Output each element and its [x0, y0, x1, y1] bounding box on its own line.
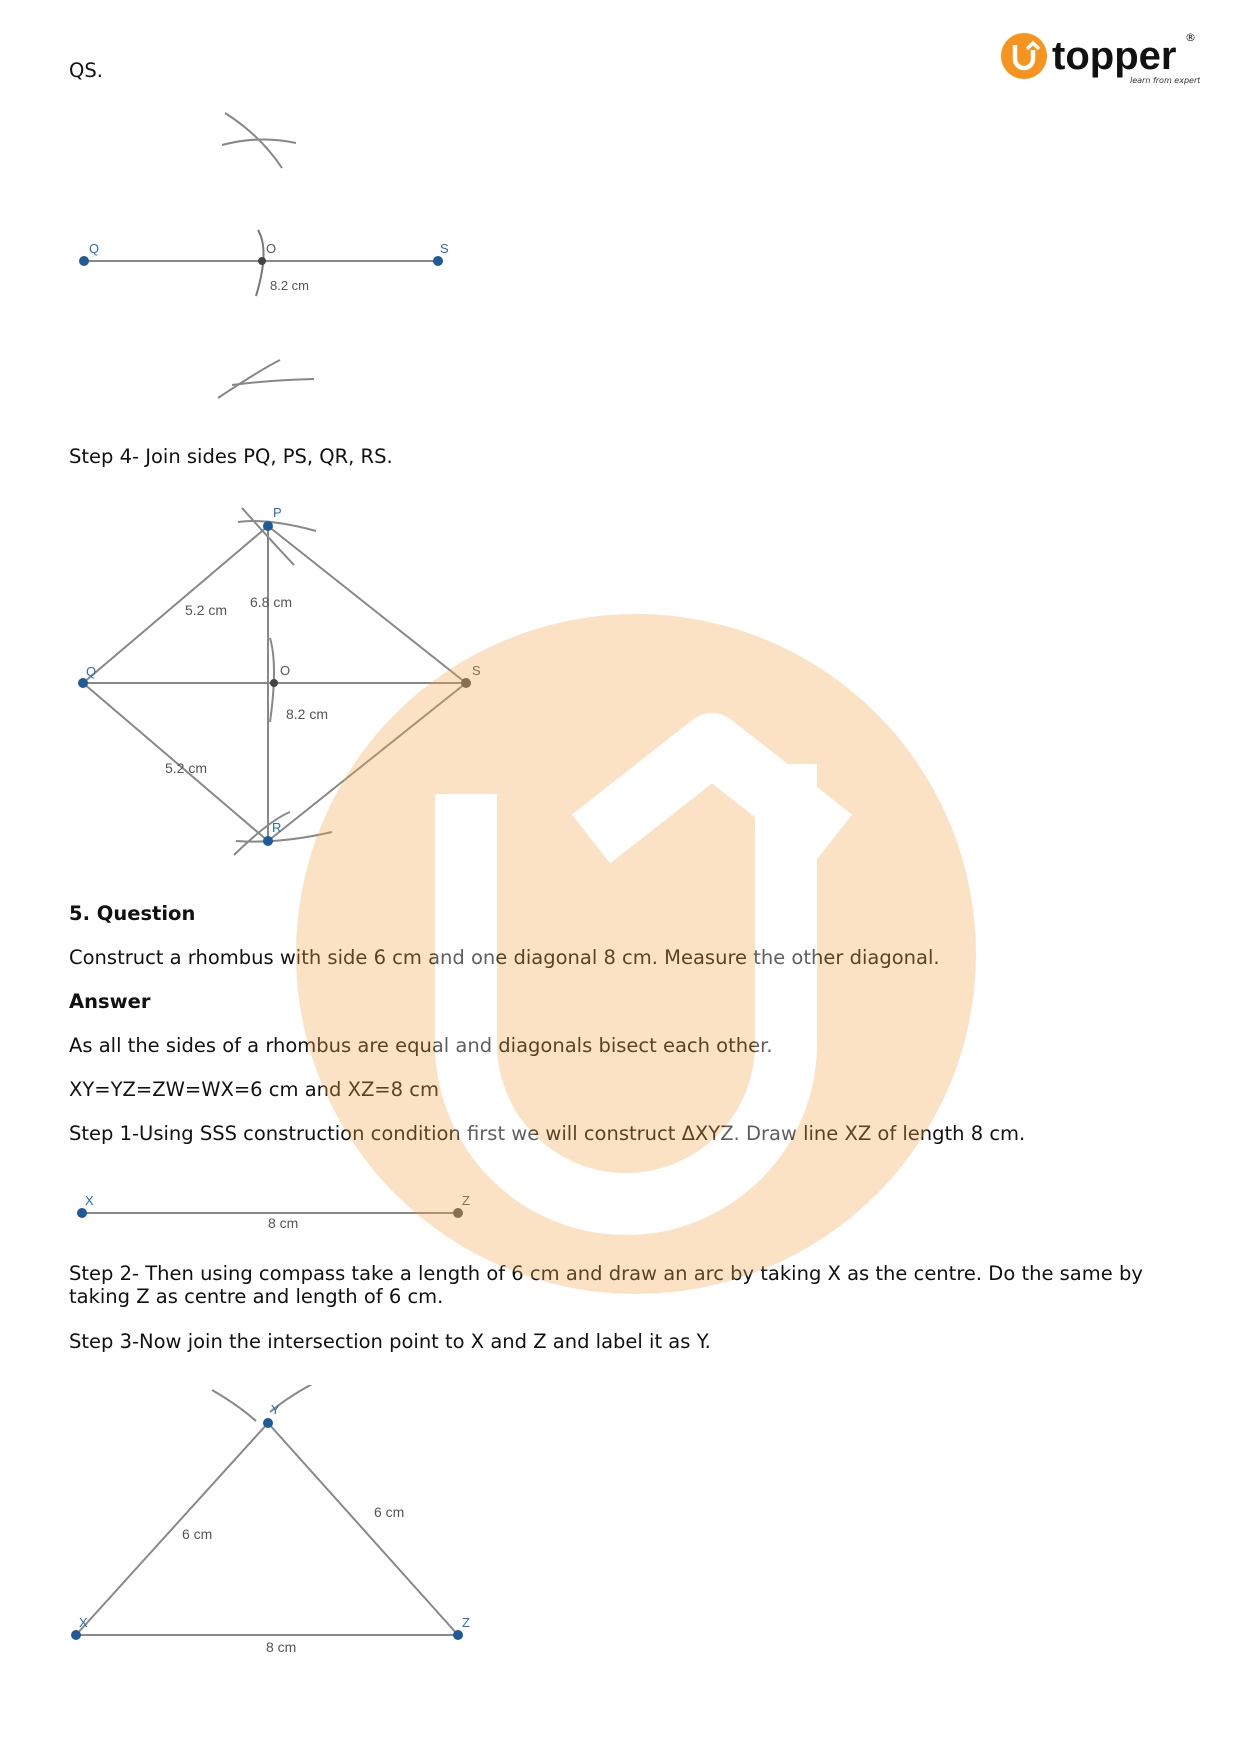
point-s: [461, 678, 471, 688]
point-y: [263, 1418, 273, 1428]
point-o: [258, 257, 266, 265]
label-os-length: 8.2 cm: [286, 706, 329, 722]
question-heading: 5. Question: [69, 902, 196, 925]
step4-text: Step 4- Join sides PQ, PS, QR, RS.: [69, 445, 393, 468]
point-p: [263, 521, 273, 531]
label-qr-length: 5.2 cm: [165, 760, 208, 776]
label-x: X: [85, 1193, 94, 1208]
label-xz-length: 8 cm: [266, 1639, 297, 1655]
label-pq-length: 5.2 cm: [185, 602, 228, 618]
point-q: [78, 678, 88, 688]
point-z: [453, 1630, 463, 1640]
answer-heading: Answer: [69, 990, 151, 1013]
logo-registered: ®: [1185, 31, 1196, 44]
label-q: Q: [86, 664, 97, 679]
step3-text: Step 3-Now join the intersection point to X and Z and label it as Y.: [69, 1330, 711, 1353]
label-xz-length: 8 cm: [268, 1215, 299, 1231]
side-pq: [83, 526, 268, 683]
figure-qs-bisector: [70, 100, 470, 430]
logo-text: topper: [1052, 34, 1177, 78]
label-s: S: [440, 241, 449, 256]
step2-text: Step 2- Then using compass take a length of 6 cm and draw an arc by taking X as the centre. Do the same by taking Z as centre and length of 6 cm.: [69, 1262, 1143, 1308]
logo-tagline: learn from experts: [1130, 76, 1200, 85]
question-text: Construct a rhombus with side 6 cm and one diagonal 8 cm. Measure the other diagonal.: [69, 946, 940, 969]
label-xy-length: 6 cm: [182, 1526, 213, 1542]
point-r: [263, 836, 273, 846]
side-xy: [76, 1423, 268, 1635]
answer-line2: XY=YZ=ZW=WX=6 cm and XZ=8 cm: [69, 1078, 439, 1101]
label-r: R: [272, 820, 282, 835]
label-z: Z: [462, 1615, 470, 1630]
label-x: X: [79, 1615, 88, 1630]
figure-segment-xz: [70, 1185, 490, 1235]
point-x: [71, 1630, 81, 1640]
topper-logo[interactable]: [1000, 28, 1200, 90]
side-ps: [268, 526, 466, 683]
label-o: O: [280, 663, 291, 678]
label-yz-length: 6 cm: [374, 1504, 405, 1520]
point-s: [433, 256, 443, 266]
point-x: [77, 1208, 87, 1218]
label-qs-length: 8.2 cm: [270, 278, 310, 293]
top-label: QS.: [69, 59, 103, 82]
label-s: S: [472, 663, 481, 678]
step1-text: Step 1-Using SSS construction condition first we will construct ΔXYZ. Draw line XZ of length 8 cm.: [69, 1122, 1026, 1145]
label-z: Z: [462, 1193, 470, 1208]
label-q: Q: [89, 241, 100, 256]
logo-circle-icon: [1001, 33, 1047, 79]
answer-line1: As all the sides of a rhombus are equal and diagonals bisect each other.: [69, 1034, 773, 1057]
point-q: [79, 256, 89, 266]
figure-triangle-xyz: [70, 1385, 490, 1655]
point-o: [270, 679, 278, 687]
point-z: [453, 1208, 463, 1218]
side-yz: [268, 1423, 458, 1635]
figure-rhombus-pqrs: [70, 500, 490, 890]
label-o: O: [266, 241, 277, 256]
label-po-length: 6.8 cm: [250, 594, 293, 610]
label-p: P: [273, 505, 282, 520]
label-y: Y: [271, 1402, 280, 1417]
